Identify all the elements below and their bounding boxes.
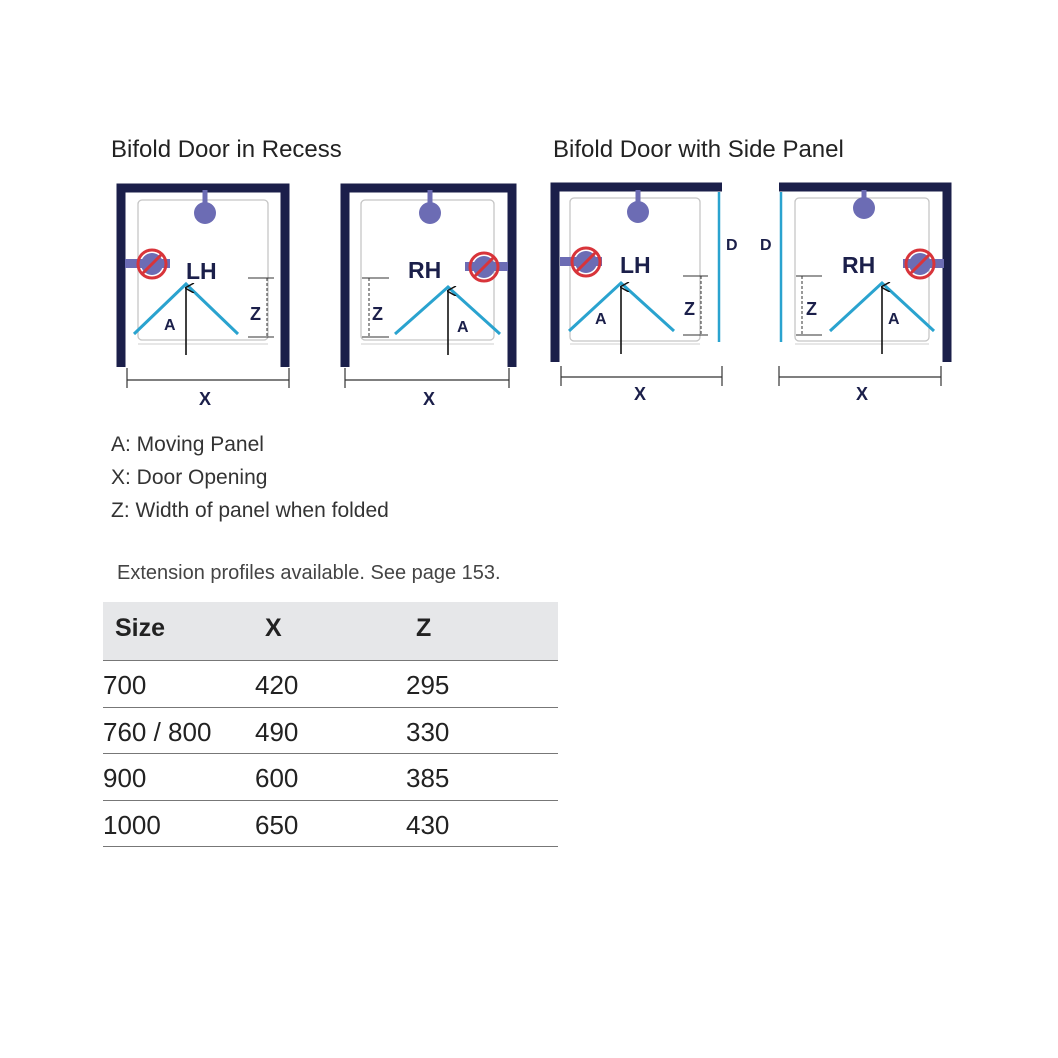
shower-head-icon <box>627 201 649 223</box>
diagram-recess-lh <box>121 188 289 409</box>
cell-x: 420 <box>255 670 299 700</box>
diagram-side-panel-rh <box>760 187 947 404</box>
panel-label-a: A <box>595 311 607 328</box>
prohibited-icon <box>560 248 602 276</box>
header-size: Size <box>115 614 166 642</box>
bifold-diagrams <box>0 0 1058 420</box>
x-dimension <box>561 366 722 386</box>
cell-x: 600 <box>255 763 299 793</box>
panel-label-a: A <box>164 317 176 334</box>
hand-label: RH <box>408 257 442 283</box>
prohibited-icon <box>903 250 944 278</box>
heading-recess: Bifold Door in Recess <box>111 136 342 163</box>
hand-label: LH <box>186 258 217 284</box>
prohibited-icon <box>465 253 508 281</box>
x-label: X <box>855 384 869 404</box>
diagram-side-panel-lh <box>555 187 738 404</box>
table-row <box>103 801 558 848</box>
z-label: Z <box>806 299 817 319</box>
panel-label-a: A <box>888 311 900 328</box>
cell-size: 700 <box>103 670 147 700</box>
z-label: Z <box>250 304 261 324</box>
x-label: X <box>198 389 212 409</box>
table-row <box>103 661 558 708</box>
legend-item-x: X: Door Opening <box>111 466 268 489</box>
shower-head-icon <box>194 202 216 224</box>
cell-z: 295 <box>406 670 450 700</box>
heading-side-panel: Bifold Door with Side Panel <box>553 136 844 163</box>
hand-label: LH <box>620 252 651 278</box>
cell-size: 760 / 800 <box>103 716 212 747</box>
cell-size: 900 <box>103 763 147 793</box>
header-z: Z <box>416 614 432 642</box>
shower-head-icon <box>853 197 875 219</box>
cell-z: 430 <box>406 809 450 840</box>
cell-z: 385 <box>406 763 450 793</box>
table-row <box>103 708 558 755</box>
cell-size: 1000 <box>103 809 161 840</box>
cell-z: 330 <box>406 716 450 747</box>
cell-x: 650 <box>255 809 299 840</box>
d-label: D <box>760 237 772 254</box>
x-label: X <box>633 384 647 404</box>
x-dimension <box>345 368 509 388</box>
table-header <box>103 602 558 661</box>
prohibited-icon <box>125 250 170 278</box>
legend-item-z: Z: Width of panel when folded <box>111 499 389 522</box>
legend <box>111 428 389 527</box>
panel-label-a: A <box>457 319 469 336</box>
d-label: D <box>726 237 738 254</box>
legend-item-a: A: Moving Panel <box>111 433 264 456</box>
size-table <box>103 602 558 847</box>
cell-x: 490 <box>255 716 299 747</box>
x-dimension <box>127 368 289 388</box>
diagram-recess-rh <box>345 188 512 409</box>
z-label: Z <box>684 299 695 319</box>
z-label: Z <box>372 304 383 324</box>
hand-label: RH <box>842 252 876 278</box>
table-row <box>103 754 558 801</box>
x-label: X <box>422 389 436 409</box>
x-dimension <box>779 366 941 386</box>
shower-head-icon <box>419 202 441 224</box>
header-x: X <box>265 614 282 642</box>
extension-note: Extension profiles available. See page 153. <box>117 562 501 584</box>
